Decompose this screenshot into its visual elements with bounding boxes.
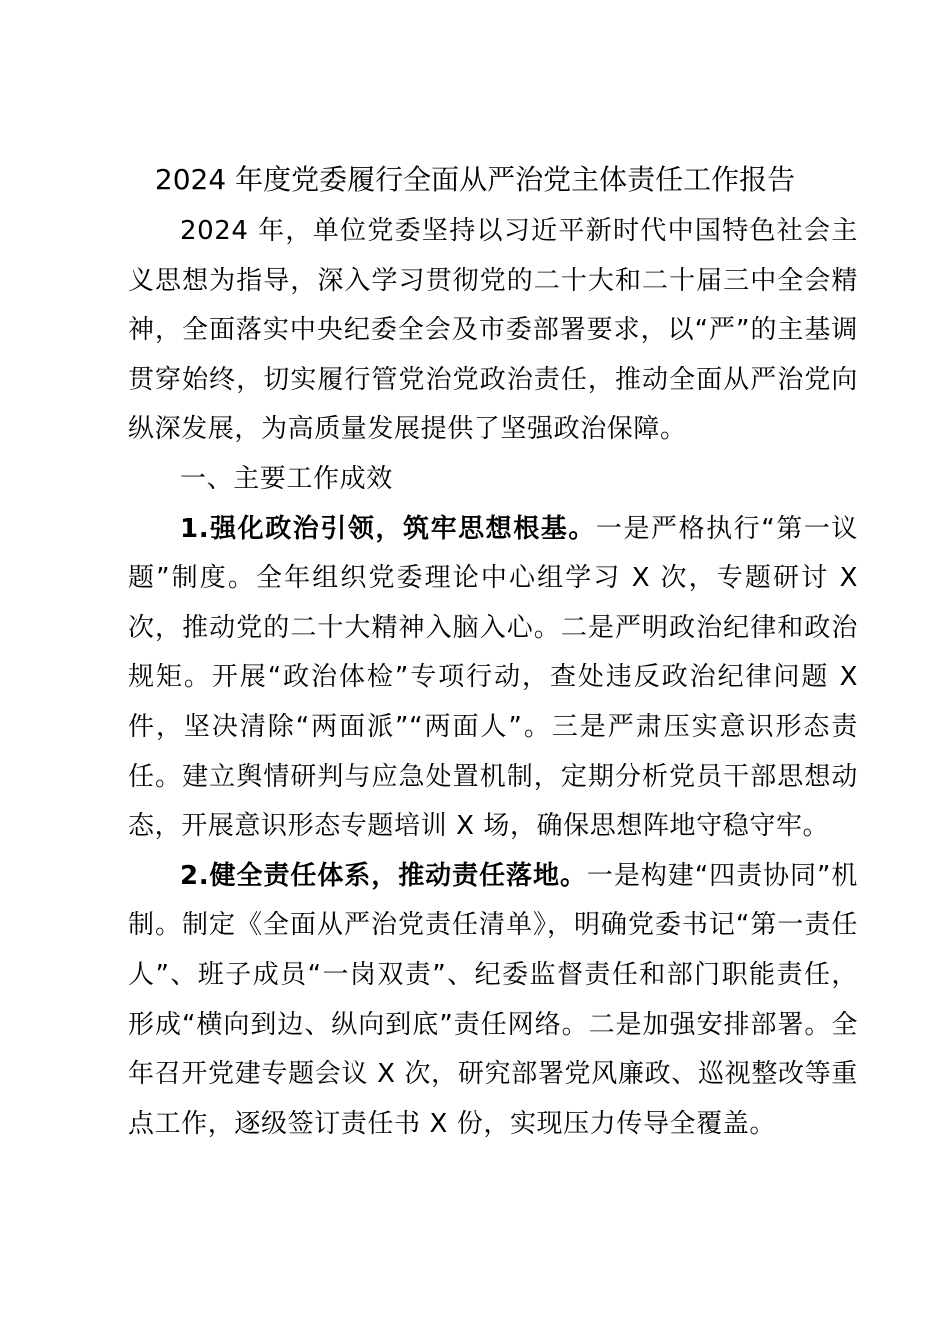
item-text: 一是构建“四责协同”机制。制定《全面从严治党责任清单》，明确党委书记“第一责任人”、班子成员“一岗双责”、纪委监督责任和部门职能责任，形成“横向到边、纵向到底”责任网络。二是加强安排部署。全年召开党建专题会议 X 次，研究部署党风廉政、巡视整改等重点工作，逐级签订责任书 X 份，实现压力传导全覆盖。 [128, 860, 858, 1139]
item-text: 一是严格执行“第一议题”制度。全年组织党委理论中心组学习 X 次，专题研讨 X 次，推动党的二十大精神入脑入心。二是严明政治纪律和政治规矩。开展“政治体检”专项行动，查处违反政治纪律问题 X 件，坚决清除“两面派”“两面人”。三是严肃压实意识形态责任。建立舆情研判与应急处置机制，定期分析党员干部思想动态，开展意识形态专题培训 X 场，确保思想阵地守稳守牢。 [128, 513, 858, 842]
document-body [128, 207, 858, 1149]
item-lead: 1.强化政治引领，筑牢思想根基。 [180, 513, 596, 544]
document-title: 2024 年度党委履行全面从严治党主体责任工作报告 [154, 163, 796, 196]
section-heading: 一、主要工作成效 [180, 463, 393, 494]
item-lead: 2.健全责任体系，推动责任落地。 [180, 860, 587, 891]
intro-paragraph: 2024 年，单位党委坚持以习近平新时代中国特色社会主义思想为指导，深入学习贯彻党的二十大和二十届三中全会精神，全面落实中央纪委全会及市委部署要求，以“严”的主基调贯穿始终，切实履行管党治党政治责任，推动全面从严治党向纵深发展，为高质量发展提供了坚强政治保障。 [128, 216, 858, 445]
list-item [128, 505, 858, 852]
list-item [128, 852, 858, 1150]
